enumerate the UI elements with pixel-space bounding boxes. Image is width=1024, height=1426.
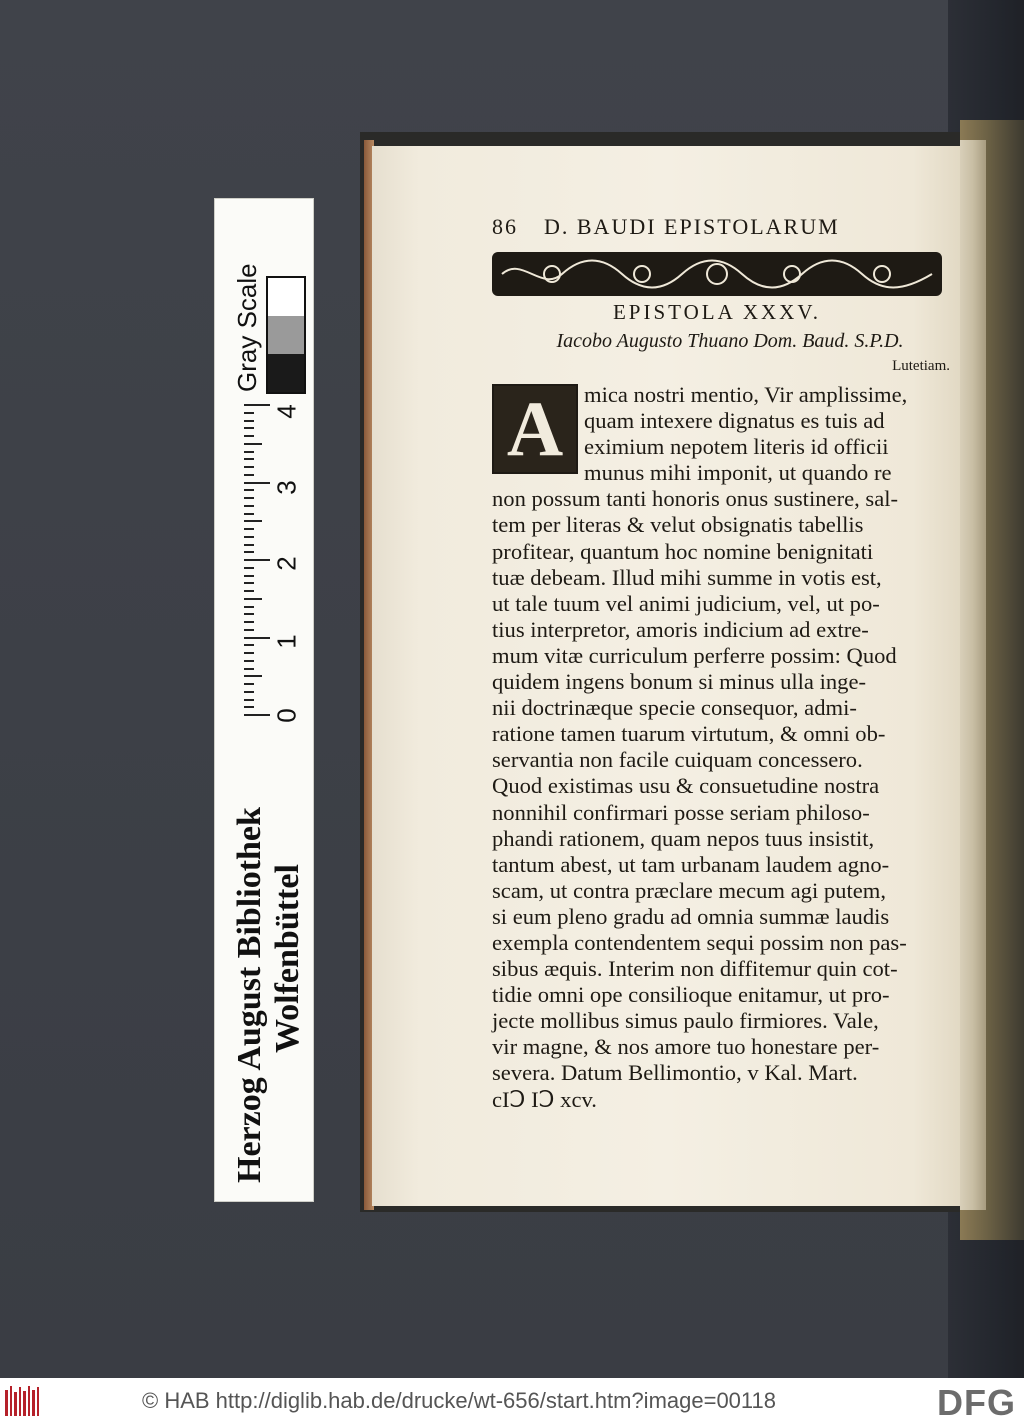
text-line: Quod existimas usu & consuetudine nostra: [492, 773, 880, 799]
text-line: tem per literas & velut obsignatis tabellis: [492, 512, 864, 538]
ruler-tick: [244, 675, 262, 677]
gray-swatch-mid: [268, 316, 304, 354]
ruler-tick: [244, 497, 254, 499]
ruler-institution: [221, 623, 311, 1183]
ruler-tick: [244, 598, 262, 600]
gray-swatch-white: [268, 278, 304, 316]
copyright-link[interactable]: © HAB http://diglib.hab.de/drucke/wt-656/start.htm?image=00118: [142, 1388, 776, 1413]
text-line: servantia non facile cuiquam concessero.: [492, 747, 863, 773]
ruler-tick: [244, 435, 254, 437]
letter-body: [492, 382, 952, 1113]
gray-swatch-black: [268, 354, 304, 392]
ruler-tick: [244, 458, 254, 460]
institution-city: Wolfenbüttel: [269, 864, 306, 1053]
ruler-tick: [244, 613, 254, 615]
text-line: sibus æquis. Interim non diffitemur quin cot-: [492, 956, 898, 982]
ruler-tick: [244, 466, 254, 468]
ruler-tick: [244, 629, 254, 631]
ornament-band: [492, 252, 942, 296]
ruler-tick: [244, 404, 270, 406]
text-line: mica nostri mentio, Vir amplissime,: [584, 382, 908, 407]
text-line: non possum tanti honoris onus sustinere, sal-: [492, 486, 899, 512]
text-line: jecte mollibus simus paulo firmiores. Vale,: [492, 1008, 879, 1034]
ruler-tick: [244, 652, 254, 654]
page-number: 86: [492, 214, 518, 239]
ruler-tick: [244, 559, 270, 561]
ruler-tick: [244, 474, 254, 476]
epistle-addressee: Iacobo Augusto Thuano Dom. Baud. S.P.D.: [556, 330, 904, 352]
dfg-logo: DFG: [937, 1382, 1016, 1423]
text-line: severa. Datum Bellimontio, v Kal. Mart.: [492, 1060, 858, 1086]
text-line: phandi rationem, quam nepos tuus insistit,: [492, 825, 875, 851]
ruler-tick: [244, 606, 254, 608]
text-line: exempla contendentem sequi possim non pas-: [492, 929, 907, 955]
ruler-tick: [244, 482, 270, 484]
text-line: cIↃ IↃ xcv.: [492, 1086, 597, 1112]
ruler-tick: [244, 660, 254, 662]
ruler-tick: [244, 706, 254, 708]
epistle-title: EPISTOLA XXXV.: [612, 300, 822, 324]
scale-number: 1: [271, 634, 302, 649]
text-line: quidem ingens bonum si minus ulla inge-: [492, 669, 867, 695]
ruler-tick: [244, 691, 254, 693]
ruler-tick: [244, 590, 254, 592]
text-line: mum vitæ curriculum perferre possim: Quod: [492, 642, 897, 668]
ruler-tick: [244, 621, 254, 623]
ruler-tick: [244, 520, 262, 522]
ruler-tick: [244, 505, 254, 507]
text-line: ratione tamen tuarum virtutum, & omni ob-: [492, 721, 886, 747]
ruler-tick: [244, 699, 254, 701]
ruler-tick: [244, 544, 254, 546]
scale-number: 4: [271, 404, 302, 419]
ruler-tick: [244, 644, 254, 646]
ruler-tick: [244, 427, 254, 429]
ruler-tick: [244, 513, 254, 515]
footer-bar: [0, 1378, 1024, 1426]
hab-logo-icon: [4, 1384, 42, 1420]
text-line: scam, ut contra præclare mecum agi putem,: [492, 877, 886, 903]
ruler-tick: [244, 451, 254, 453]
ruler-tick: [244, 412, 254, 414]
initial-letter: A: [506, 385, 564, 472]
gray-scale-label: Gray Scale: [232, 263, 262, 392]
gray-scale-swatch: [266, 276, 306, 394]
scale-number: 0: [271, 708, 302, 723]
text-line: tuæ debeam. Illud mihi summe in votis est,: [492, 564, 882, 590]
text-line: vir magne, & nos amore tuo honestare per-: [492, 1034, 880, 1060]
text-line: tius interpretor, amoris indicium ad extre-: [492, 616, 869, 642]
text-line: nii doctrinæque specie consequor, admi-: [492, 695, 857, 721]
ruler-tick: [244, 443, 262, 445]
ruler-tick: [244, 668, 254, 670]
scale-number: 2: [271, 556, 302, 571]
ruler-tick: [244, 528, 254, 530]
ruler-tick: [244, 567, 254, 569]
ruler-tick: [244, 637, 270, 639]
institution-name: Herzog August Bibliothek: [231, 807, 268, 1183]
scale-number: 3: [271, 480, 302, 495]
ruler-tick: [244, 536, 254, 538]
ruler-tick: [244, 714, 270, 716]
running-head: [492, 214, 942, 240]
text-line: eximium nepotem literis id officii: [584, 434, 889, 460]
ruler-tick: [244, 420, 254, 422]
text-line: munus mihi imponit, ut quando re: [584, 460, 892, 486]
ruler-tick: [244, 489, 254, 491]
page-edge-right: [960, 140, 986, 1210]
ruler-tick: [244, 575, 254, 577]
ruler-tick: [244, 551, 254, 553]
text-line: tidie omni ope consilioque enitamur, ut pro-: [492, 982, 890, 1008]
epistle-destination: Lutetiam.: [892, 358, 950, 374]
text-line: nonnihil confirmari posse seriam philoso-: [492, 799, 870, 825]
ruler-tick: [244, 582, 254, 584]
ruler-tick: [244, 683, 254, 685]
text-line: si eum pleno gradu ad omnia summæ laudis: [492, 903, 890, 929]
text-line: quam intexere dignatus es tuis ad: [584, 408, 885, 434]
text-line: tantum abest, ut tam urbanam laudem agno-: [492, 851, 890, 877]
running-head-title: D. BAUDI EPISTOLARUM: [544, 214, 840, 239]
text-line: ut tale tuum vel animi judicium, vel, ut po-: [492, 590, 880, 616]
text-line: profitear, quantum hoc nomine benignitati: [492, 538, 874, 564]
